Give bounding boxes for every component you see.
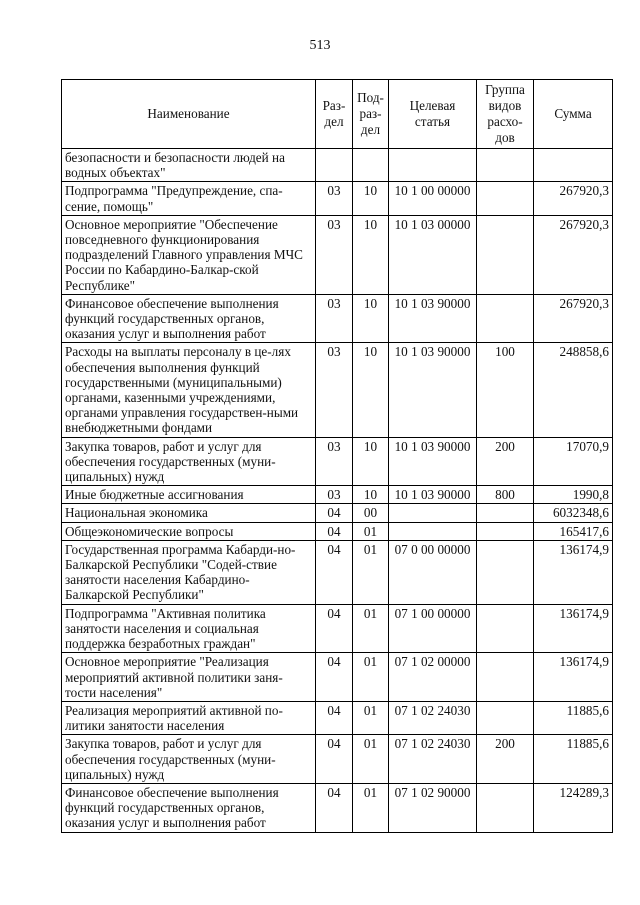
table-header-row bbox=[62, 80, 613, 149]
table-row bbox=[62, 653, 613, 702]
cell-name: Основное мероприятие "Обеспечение повседневного функционирования подразделений Главного управления МЧС России по Кабардино-Балкар-ской Республике" bbox=[62, 215, 316, 294]
cell-name: Финансовое обеспечение выполнения функций государственных органов, оказания услуг и выполнения работ bbox=[62, 783, 316, 832]
cell-group: 100 bbox=[477, 343, 534, 437]
cell-subsection: 10 bbox=[353, 343, 389, 437]
cell-name: Подпрограмма "Активная политика занятости населения и социальная поддержка безработных граждан" bbox=[62, 604, 316, 653]
header-target: Целевая статья bbox=[389, 80, 477, 149]
cell-section: 04 bbox=[316, 522, 353, 540]
cell-group bbox=[477, 783, 534, 832]
cell-sum: 124289,3 bbox=[534, 783, 613, 832]
cell-target: 10 1 03 00000 bbox=[389, 215, 477, 294]
cell-section: 04 bbox=[316, 783, 353, 832]
cell-target: 10 1 03 90000 bbox=[389, 294, 477, 343]
cell-name: Основное мероприятие "Реализация мероприятий активной политики заня-тости населения" bbox=[62, 653, 316, 702]
table-row bbox=[62, 149, 613, 182]
cell-sum: 11885,6 bbox=[534, 701, 613, 734]
cell-name: Общеэкономические вопросы bbox=[62, 522, 316, 540]
cell-target: 10 1 00 00000 bbox=[389, 182, 477, 215]
cell-subsection bbox=[353, 149, 389, 182]
cell-sum: 267920,3 bbox=[534, 215, 613, 294]
cell-target: 07 1 02 00000 bbox=[389, 653, 477, 702]
cell-group bbox=[477, 540, 534, 604]
cell-subsection: 01 bbox=[353, 783, 389, 832]
cell-group bbox=[477, 522, 534, 540]
cell-name: Национальная экономика bbox=[62, 504, 316, 522]
header-section: Раз- дел bbox=[316, 80, 353, 149]
table-row bbox=[62, 701, 613, 734]
cell-section: 03 bbox=[316, 343, 353, 437]
cell-target: 07 1 00 00000 bbox=[389, 604, 477, 653]
cell-subsection: 10 bbox=[353, 215, 389, 294]
cell-section: 03 bbox=[316, 215, 353, 294]
table-row bbox=[62, 783, 613, 832]
cell-sum: 267920,3 bbox=[534, 294, 613, 343]
cell-group: 200 bbox=[477, 437, 534, 486]
header-name: Наименование bbox=[62, 80, 316, 149]
header-subsection: Под- раз- дел bbox=[353, 80, 389, 149]
header-group: Группа видов расхо- дов bbox=[477, 80, 534, 149]
cell-target: 07 0 00 00000 bbox=[389, 540, 477, 604]
cell-subsection: 01 bbox=[353, 701, 389, 734]
cell-subsection: 01 bbox=[353, 522, 389, 540]
cell-subsection: 00 bbox=[353, 504, 389, 522]
cell-target: 07 1 02 24030 bbox=[389, 701, 477, 734]
cell-name: Закупка товаров, работ и услуг для обеспечения государственных (муни-ципальных) нужд bbox=[62, 437, 316, 486]
cell-group bbox=[477, 604, 534, 653]
cell-name: Реализация мероприятий активной по-литики занятости населения bbox=[62, 701, 316, 734]
cell-sum: 11885,6 bbox=[534, 735, 613, 784]
cell-section: 04 bbox=[316, 604, 353, 653]
cell-group bbox=[477, 294, 534, 343]
cell-name: Иные бюджетные ассигнования bbox=[62, 486, 316, 504]
table-row bbox=[62, 540, 613, 604]
cell-group bbox=[477, 149, 534, 182]
table-row bbox=[62, 294, 613, 343]
cell-section: 03 bbox=[316, 486, 353, 504]
cell-subsection: 01 bbox=[353, 735, 389, 784]
cell-sum: 1990,8 bbox=[534, 486, 613, 504]
header-sum: Сумма bbox=[534, 80, 613, 149]
cell-group bbox=[477, 504, 534, 522]
cell-sum: 165417,6 bbox=[534, 522, 613, 540]
budget-table bbox=[61, 79, 613, 833]
cell-group bbox=[477, 215, 534, 294]
cell-section: 04 bbox=[316, 735, 353, 784]
cell-target bbox=[389, 504, 477, 522]
cell-sum: 267920,3 bbox=[534, 182, 613, 215]
cell-subsection: 10 bbox=[353, 437, 389, 486]
cell-section: 03 bbox=[316, 294, 353, 343]
cell-group bbox=[477, 653, 534, 702]
cell-sum: 6032348,6 bbox=[534, 504, 613, 522]
cell-name: Финансовое обеспечение выполнения функций государственных органов, оказания услуг и выполнения работ bbox=[62, 294, 316, 343]
cell-section: 04 bbox=[316, 653, 353, 702]
cell-group: 200 bbox=[477, 735, 534, 784]
table-row bbox=[62, 215, 613, 294]
cell-section: 03 bbox=[316, 437, 353, 486]
cell-sum: 17070,9 bbox=[534, 437, 613, 486]
cell-subsection: 10 bbox=[353, 294, 389, 343]
table-row bbox=[62, 486, 613, 504]
cell-section bbox=[316, 149, 353, 182]
cell-target bbox=[389, 522, 477, 540]
cell-target: 10 1 03 90000 bbox=[389, 343, 477, 437]
cell-target bbox=[389, 149, 477, 182]
table-row bbox=[62, 182, 613, 215]
table-row bbox=[62, 604, 613, 653]
cell-group: 800 bbox=[477, 486, 534, 504]
cell-subsection: 10 bbox=[353, 182, 389, 215]
cell-sum: 136174,9 bbox=[534, 604, 613, 653]
cell-subsection: 10 bbox=[353, 486, 389, 504]
cell-subsection: 01 bbox=[353, 604, 389, 653]
cell-target: 07 1 02 90000 bbox=[389, 783, 477, 832]
cell-section: 03 bbox=[316, 182, 353, 215]
table-row bbox=[62, 522, 613, 540]
cell-target: 07 1 02 24030 bbox=[389, 735, 477, 784]
cell-name: Подпрограмма "Предупреждение, спа-сение, помощь" bbox=[62, 182, 316, 215]
cell-subsection: 01 bbox=[353, 653, 389, 702]
cell-sum bbox=[534, 149, 613, 182]
table-row bbox=[62, 504, 613, 522]
cell-section: 04 bbox=[316, 504, 353, 522]
cell-sum: 136174,9 bbox=[534, 540, 613, 604]
cell-name: Закупка товаров, работ и услуг для обеспечения государственных (муни-ципальных) нужд bbox=[62, 735, 316, 784]
cell-name: Расходы на выплаты персоналу в це-лях обеспечения выполнения функций государственными (муниципальными) органами, казенными учреждениями, органами управления государствен-ными внебюджетными фондами bbox=[62, 343, 316, 437]
cell-sum: 136174,9 bbox=[534, 653, 613, 702]
cell-sum: 248858,6 bbox=[534, 343, 613, 437]
cell-subsection: 01 bbox=[353, 540, 389, 604]
cell-group bbox=[477, 182, 534, 215]
cell-section: 04 bbox=[316, 540, 353, 604]
cell-name: безопасности и безопасности людей на водных объектах" bbox=[62, 149, 316, 182]
table-row bbox=[62, 437, 613, 486]
cell-name: Государственная программа Кабарди-но-Балкарской Республики "Содей-ствие занятости населения Кабардино-Балкарской Республики" bbox=[62, 540, 316, 604]
table-row bbox=[62, 343, 613, 437]
page-number: 513 bbox=[309, 38, 331, 53]
table-row bbox=[62, 735, 613, 784]
cell-group bbox=[477, 701, 534, 734]
cell-target: 10 1 03 90000 bbox=[389, 486, 477, 504]
cell-section: 04 bbox=[316, 701, 353, 734]
cell-target: 10 1 03 90000 bbox=[389, 437, 477, 486]
